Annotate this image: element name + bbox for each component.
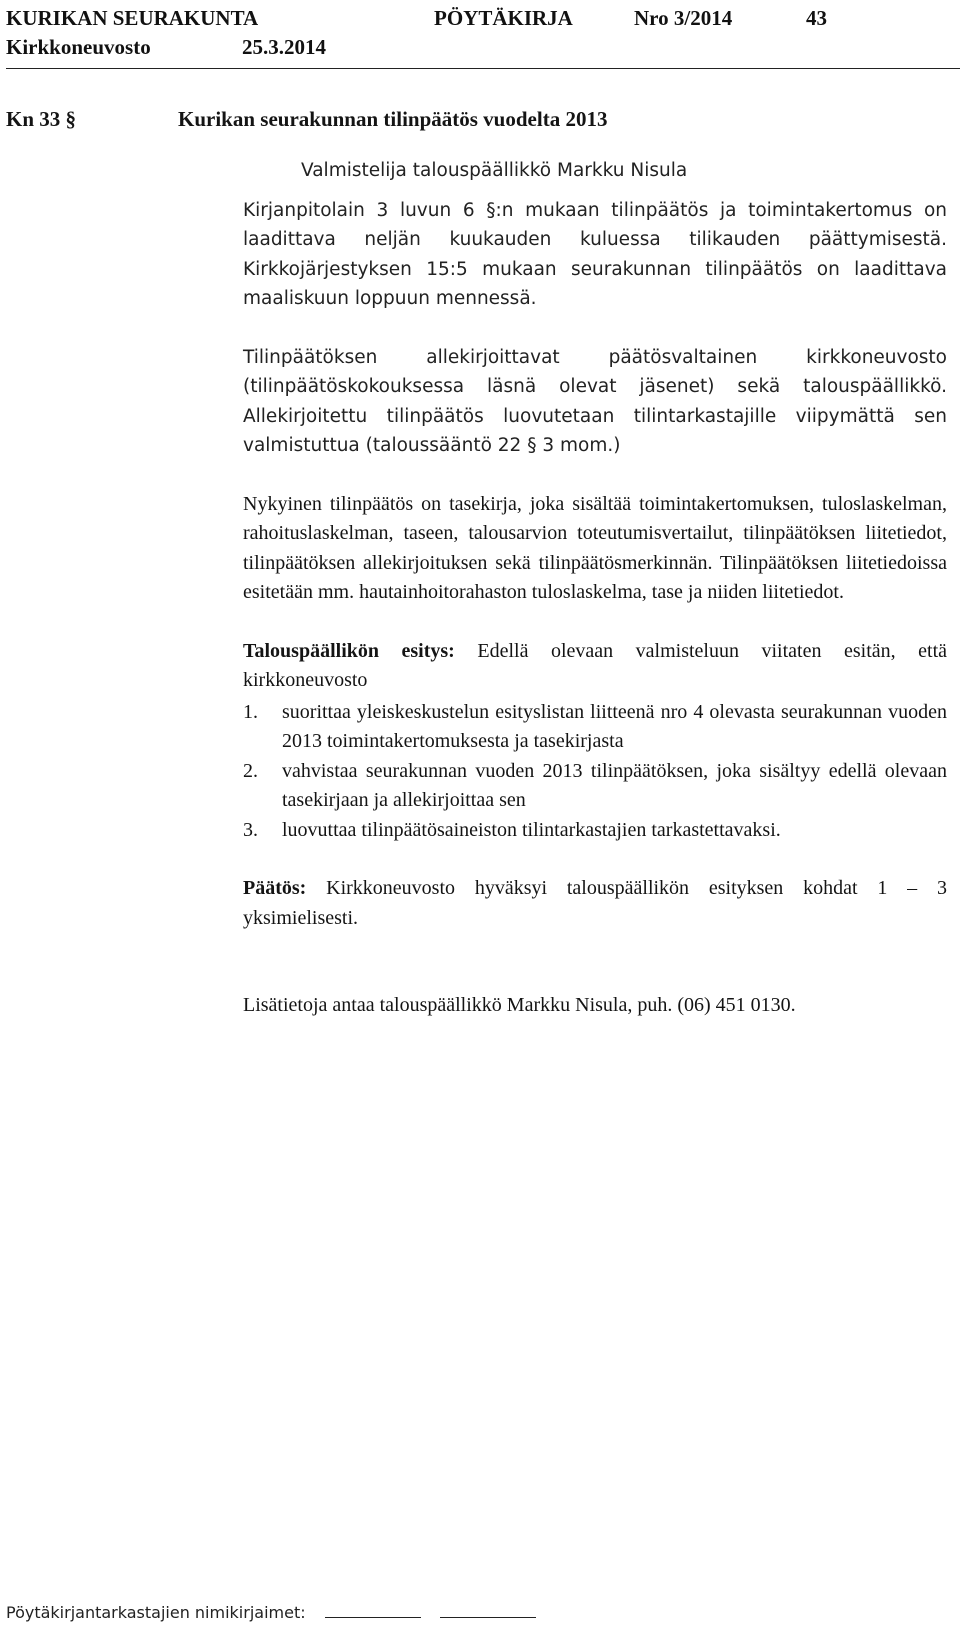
proposal-intro: [243, 637, 947, 696]
initials-line-1: [325, 1603, 421, 1618]
decision-label: Päätös:: [243, 877, 307, 899]
decision-text: Kirkkoneuvosto hyväksyi talouspäällikön esityksen kohdat 1 – 3 yksimielisesti.: [243, 877, 947, 929]
proposal-item: [243, 816, 947, 846]
header-organization: KURIKAN SEURAKUNTA: [6, 6, 259, 30]
contact-info: Lisätietoja antaa talouspäällikkö Markku Nisula, puh. (06) 451 0130.: [243, 994, 796, 1016]
proposal-item-text: suorittaa yleiskeskustelun esityslistan liitteenä nro 4 olevasta seurakunnan vuoden 2013 toimintakertomuksesta ja tasekirjasta: [282, 700, 947, 752]
proposal-item-text: vahvistaa seurakunnan vuoden 2013 tilinpäätöksen, joka sisältyy edellä olevaan tasekirjaan ja allekirjoittaa sen: [282, 759, 947, 811]
header-row-2: [6, 33, 960, 62]
header-body: Kirkkoneuvosto: [6, 35, 151, 59]
paragraph-accounting-law: Kirjanpitolain 3 luvun 6 §:n mukaan tilinpäätös ja toimintakertomus on laadittava neljän kuukauden kuluessa tilikauden päättymisestä. Kirkkojärjestyksen 15:5 mukaan seurakunnan tilinpäätös on laadittava maaliskuun loppuun mennessä.: [243, 199, 947, 309]
preparer-line: Valmistelija talouspäällikkö Markku Nisula: [301, 160, 688, 181]
document-header: [6, 4, 960, 62]
header-divider: [6, 68, 960, 69]
section-number: Kn 33 §: [6, 107, 77, 131]
proposal-text: Edellä olevaan valmisteluun viitaten esitän, että kirkkoneuvosto: [243, 639, 948, 691]
header-date: 25.3.2014: [242, 35, 326, 59]
page-footer: [6, 1602, 536, 1624]
header-page-number: 43: [806, 6, 827, 30]
proposal-list: [243, 698, 947, 846]
paragraph-balance-book: Nykyinen tilinpäätös on tasekirja, joka sisältää toimintakertomuksen, tuloslaskelman, rahoituslaskelman, taseen, talousarvion toteutumisvertailut, tilinpäätöksen liitetiedot, tilinpäätöksen allekirjoituksen sekä tilinpäätösmerkinnän. Tilinpäätöksen liitetiedoissa esitetään mm. hautainhoitorahaston tuloslaskelma, tase ja niiden liitetiedot.: [243, 492, 947, 603]
header-row-1: [6, 4, 960, 33]
header-document-type: PÖYTÄKIRJA: [434, 6, 573, 30]
footer-initials-label: Pöytäkirjantarkastajien nimikirjaimet:: [6, 1603, 306, 1622]
proposal-item: [243, 698, 947, 757]
initials-line-2: [440, 1603, 536, 1618]
proposal-item-number: 3.: [243, 818, 258, 841]
paragraph-signatories: Tilinpäätöksen allekirjoittavat päätösvaltainen kirkkoneuvosto (tilinpäätöskokouksessa läsnä olevat jäsenet) sekä talouspäällikkö. Allekirjoitettu tilinpäätös luovutetaan tilintarkastajille viipymättä sen valmistuttua (taloussääntö 22 § 3 mom.): [243, 346, 947, 456]
decision-paragraph: [243, 874, 947, 933]
proposal-label: Talouspäällikön esitys:: [243, 639, 455, 662]
proposal-item-number: 1.: [243, 700, 258, 723]
proposal-item: [243, 757, 947, 816]
header-minutes-number: Nro 3/2014: [634, 6, 733, 30]
section-title: Kurikan seurakunnan tilinpäätös vuodelta 2013: [178, 107, 608, 131]
proposal-item-number: 2.: [243, 759, 258, 782]
proposal-item-text: luovuttaa tilinpäätösaineiston tilintarkastajien tarkastettavaksi.: [282, 818, 781, 841]
document-body: [243, 156, 947, 1050]
